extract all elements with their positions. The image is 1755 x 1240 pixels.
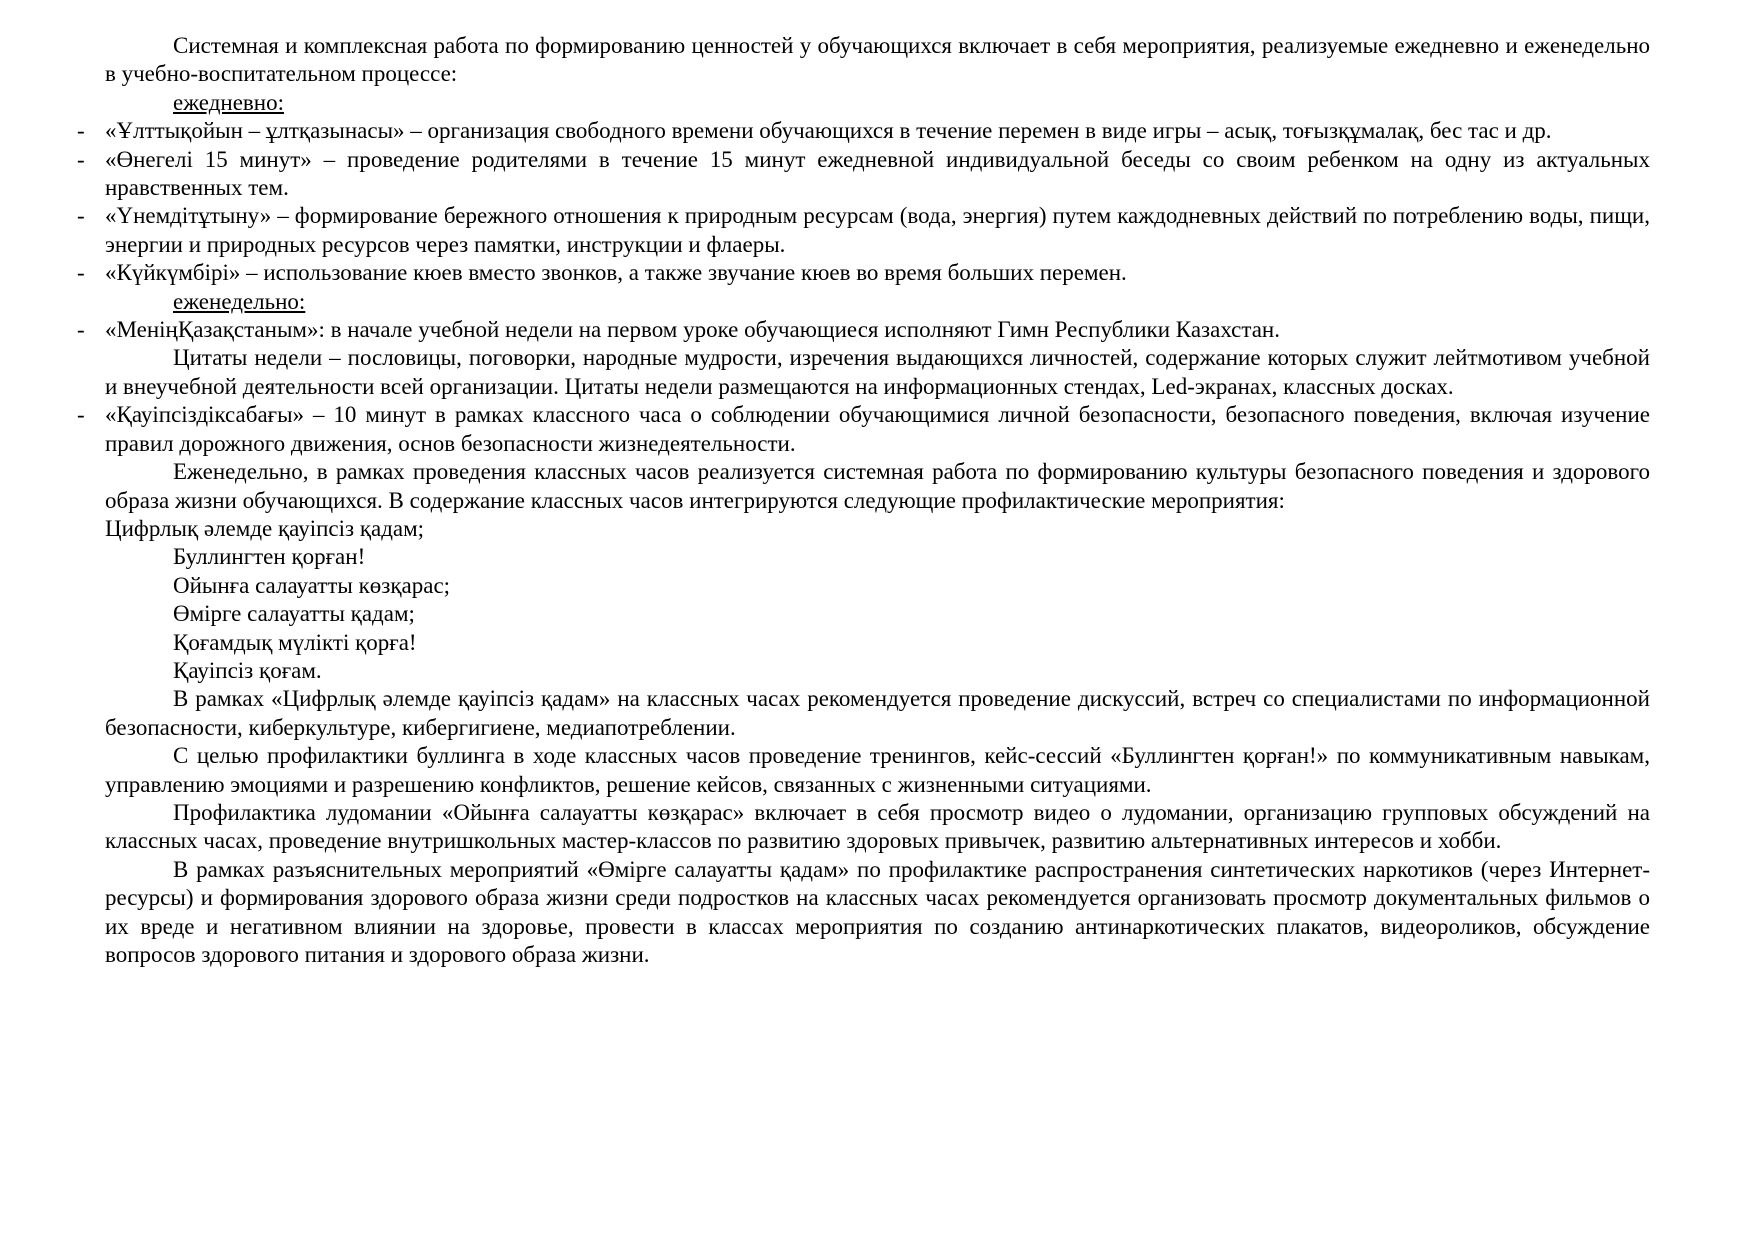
program-item-healthy-step-to-life: Өмірге салауатты қадам; — [173, 601, 415, 627]
paragraph-ludomania-prevention-details: Профилактика лудомании «Ойынға салауатты көзқарас» включает в себя просмотр видео о лудомании, организацию групповых обсуждений на классных часах, проведение внутришкольных мастер-классов по развитию здоровых привычек, развитию альтернативных интересов и хобби. — [105, 799, 1650, 854]
list-item-text: «Күйкүмбірі» – использование кюев вместо звонков, а также звучание кюев во время больших перемен. — [105, 260, 1127, 286]
list-item-text: «Қауіпсіздіксабағы» – 10 минут в рамках классного часа о соблюдении обучающимися личной безопасности, безопасного поведения, включая изучение правил дорожного движения, основ безопасности жизнедеятельности. — [105, 402, 1650, 456]
label-weekly — [105, 288, 1650, 316]
dash-bullet-marker: - — [77, 402, 85, 428]
list-item-national-games — [77, 117, 1650, 145]
list-item-safety-lesson — [77, 401, 1650, 458]
paragraph-quotes-of-week: Цитаты недели – пословицы, поговорки, народные мудрости, изречения выдающихся личностей, содержание которых служит лейтмотивом учебной и внеучебной деятельности всей организации. Цитаты недели размещаются на информационных стендах, Led-экранах, классных досках. — [105, 345, 1650, 399]
dash-bullet-marker: - — [77, 260, 85, 286]
dash-bullet-marker: - — [77, 118, 85, 144]
dash-bullet-marker: - — [77, 317, 85, 343]
label-daily-text: ежедневно: — [173, 89, 284, 115]
list-item-onegeli-15-minut — [77, 146, 1650, 203]
dash-bullet-marker: - — [77, 203, 85, 229]
program-item-bullying-protection: Буллингтен қорған! — [173, 544, 366, 570]
program-item-protect-public-property: Қоғамдық мүлікті қорға! — [173, 629, 417, 655]
list-item-text: «Үнемдітұтыну» – формирование бережного отношения к природным ресурсам (вода, энергия) путем каждодневных действий по потреблению воды, пищи, энергии и природных ресурсов через памятки, инструкции и флаеры. — [105, 203, 1650, 257]
list-item-unemdi-tutynu — [77, 202, 1650, 259]
program-item-safe-society: Қауіпсіз қоғам. — [173, 657, 322, 683]
list-item-kui-kumbiri — [77, 259, 1650, 287]
list-item-text: «Өнегелі 15 минут» – проведение родителями в течение 15 минут ежедневной индивидуальной беседы со своим ребенком на одну из актуальных нравственных тем. — [105, 146, 1650, 201]
dash-bullet-marker: - — [77, 146, 85, 172]
list-item-text: «Ұлттықойын – ұлтқазынасы» – организация свободного времени обучающихся в течение перемен в виде игры – асық, тоғызқұмалақ, бес тас и др. — [105, 118, 1552, 144]
paragraph-digital-safe-step-details: В рамках «Цифрлық әлемде қауіпсіз қадам» на классных часах рекомендуется проведение дискуссий, встреч со специалистами по информационной безопасности, киберкультуре, кибергигиене, медиапотреблении. — [105, 686, 1650, 740]
paragraph-drug-prevention-details: В рамках разъяснительных мероприятий «Өмірге салауатты қадам» по профилактике распространения синтетических наркотиков (через Интернет-ресурсы) и формирования здорового образа жизни среди подростков на классных часах рекомендуется организовать просмотр документальных фильмов о их вреде и негативном влиянии на здоровье, провести в классах мероприятия по созданию антинаркотических плакатов, видеороликов, обсуждение вопросов здорового питания и здорового образа жизни. — [105, 856, 1650, 967]
paragraph-bullying-prevention-details: С целью профилактики буллинга в ходе классных часов проведение тренингов, кейс-сессий «Буллингтен қорған!» по коммуникативным навыкам, управлению эмоциями и разрешению конфликтов, решение кейсов, связанных с жизненными ситуациями. — [105, 743, 1650, 797]
label-daily — [105, 89, 1650, 117]
list-item-menin-kazakstanym — [77, 316, 1650, 344]
label-weekly-text: еженедельно: — [173, 288, 306, 314]
list-item-text: «МеніңҚазақстаным»: в начале учебной недели на первом уроке обучающиеся исполняют Гимн Республики Казахстан. — [105, 317, 1280, 343]
program-item-digital-safe-step: Цифрлық әлемде қауіпсіз қадам; — [105, 515, 425, 541]
paragraph-weekly-class-hours: Еженедельно, в рамках проведения классных часов реализуется системная работа по формированию культуры безопасного поведения и здорового образа жизни обучающихся. В содержание классных часов интегрируются следующие профилактические мероприятия: — [105, 459, 1650, 513]
paragraph-intro: Системная и комплексная работа по формированию ценностей у обучающихся включает в себя мероприятия, реализуемые ежедневно и еженедельно в учебно-воспитательном процессе: — [105, 33, 1650, 87]
program-item-healthy-view-on-gaming: Ойынға салауатты көзқарас; — [173, 572, 451, 598]
